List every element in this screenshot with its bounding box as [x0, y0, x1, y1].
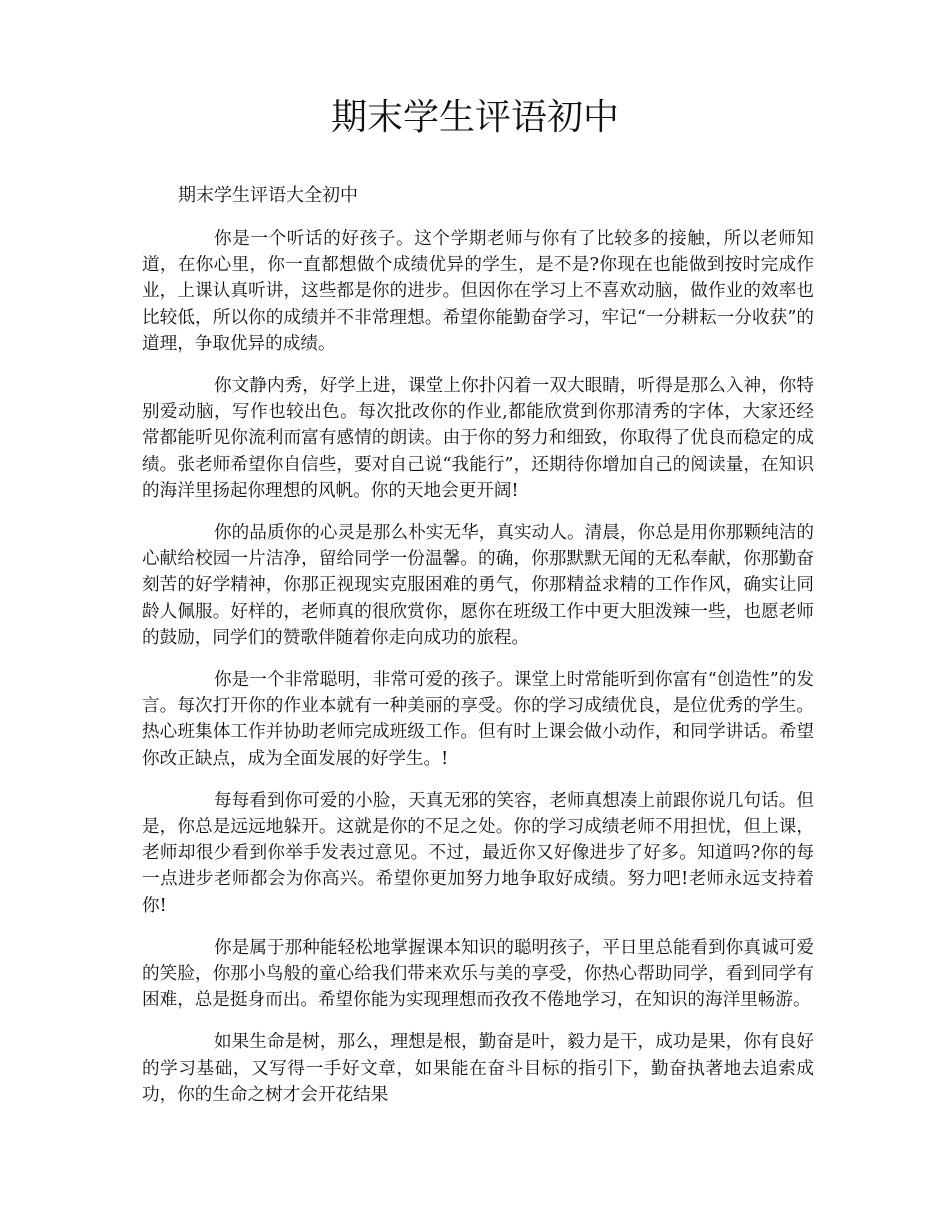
paragraph-2: 你文静内秀，好学上进，课堂上你扑闪着一双大眼睛，听得是那么入神，你特别爱动脑，写作也较出色。每次批改你的作业,都能欣赏到你那清秀的字体，大家还经常都能听见你流利而富有感情的朗读。由于你的努力和细致，你取得了优良而稳定的成绩。张老师希望你自信些，要对自己说“我能行”，还期待你增加自己的阅读量，在知识的海洋里扬起你理想的风帆。你的天地会更开阔! [142, 376, 814, 501]
paragraph-6: 你是属于那种能轻松地掌握课本知识的聪明孩子，平日里总能看到你真诚可爱的笑脸，你那小鸟般的童心给我们带来欢乐与美的享受，你热心帮助同学，看到同学有困难，总是挺身而出。希望你能为实现理想而孜孜不倦地学习，在知识的海洋里畅游。 [142, 937, 814, 1011]
document-subtitle: 期末学生评语大全初中 [178, 185, 358, 206]
paragraph-5: 每每看到你可爱的小脸，天真无邪的笑容，老师真想凑上前跟你说几句话。但是，你总是远远地躲开。这就是你的不足之处。你的学习成绩老师不用担忧，但上课，老师却很少看到你举手发表过意见。不过，最近你又好像进步了好多。知道吗?你的每一点进步老师都会为你高兴。希望你更加努力地争取好成绩。努力吧!老师永远支持着你! [142, 790, 814, 916]
paragraph-3: 你的品质你的心灵是那么朴实无华，真实动人。清晨，你总是用你那颗纯洁的心献给校园一片洁净，留给同学一份温馨。的确，你那默默无闻的无私奉献，你那勤奋刻苦的好学精神，你那正视现实克服困难的勇气，你那精益求精的工作作风，确实让同龄人佩服。好样的，老师真的很欣赏你，愿你在班级工作中更大胆泼辣一些，也愿老师的鼓励，同学们的赞歌伴随着你走向成功的旅程。 [142, 523, 814, 648]
paragraph-4: 你是一个非常聪明，非常可爱的孩子。课堂上时常能听到你富有“创造性”的发言。每次打开你的作业本就有一种美丽的享受。你的学习成绩优良，是位优秀的学生。热心班集体工作并协助老师完成班级工作。但有时上课会做小动作，和同学讲话。希望你改正缺点，成为全面发展的好学生。! [142, 670, 814, 769]
document-title: 期末学生评语初中 [330, 97, 619, 138]
paragraph-7: 如果生命是树，那么，理想是根，勤奋是叶，毅力是干，成功是果，你有良好的学习基础，又写得一手好文章，如果能在奋斗目标的指引下，勤奋执著地去追索成功，你的生命之树才会开花结果 [142, 1032, 814, 1105]
document-body [142, 226, 814, 1124]
paragraph-1: 你是一个听话的好孩子。这个学期老师与你有了比较多的接触，所以老师知道，在你心里，你一直都想做个成绩优异的学生，是不是?你现在也能做到按时完成作业，上课认真听讲，这些都是你的进步。但因你在学习上不喜欢动脑，做作业的效率也比较低，所以你的成绩并不非常理想。希望你能勤奋学习，牢记“一分耕耘一分收获”的道理，争取优异的成绩。 [142, 229, 814, 354]
